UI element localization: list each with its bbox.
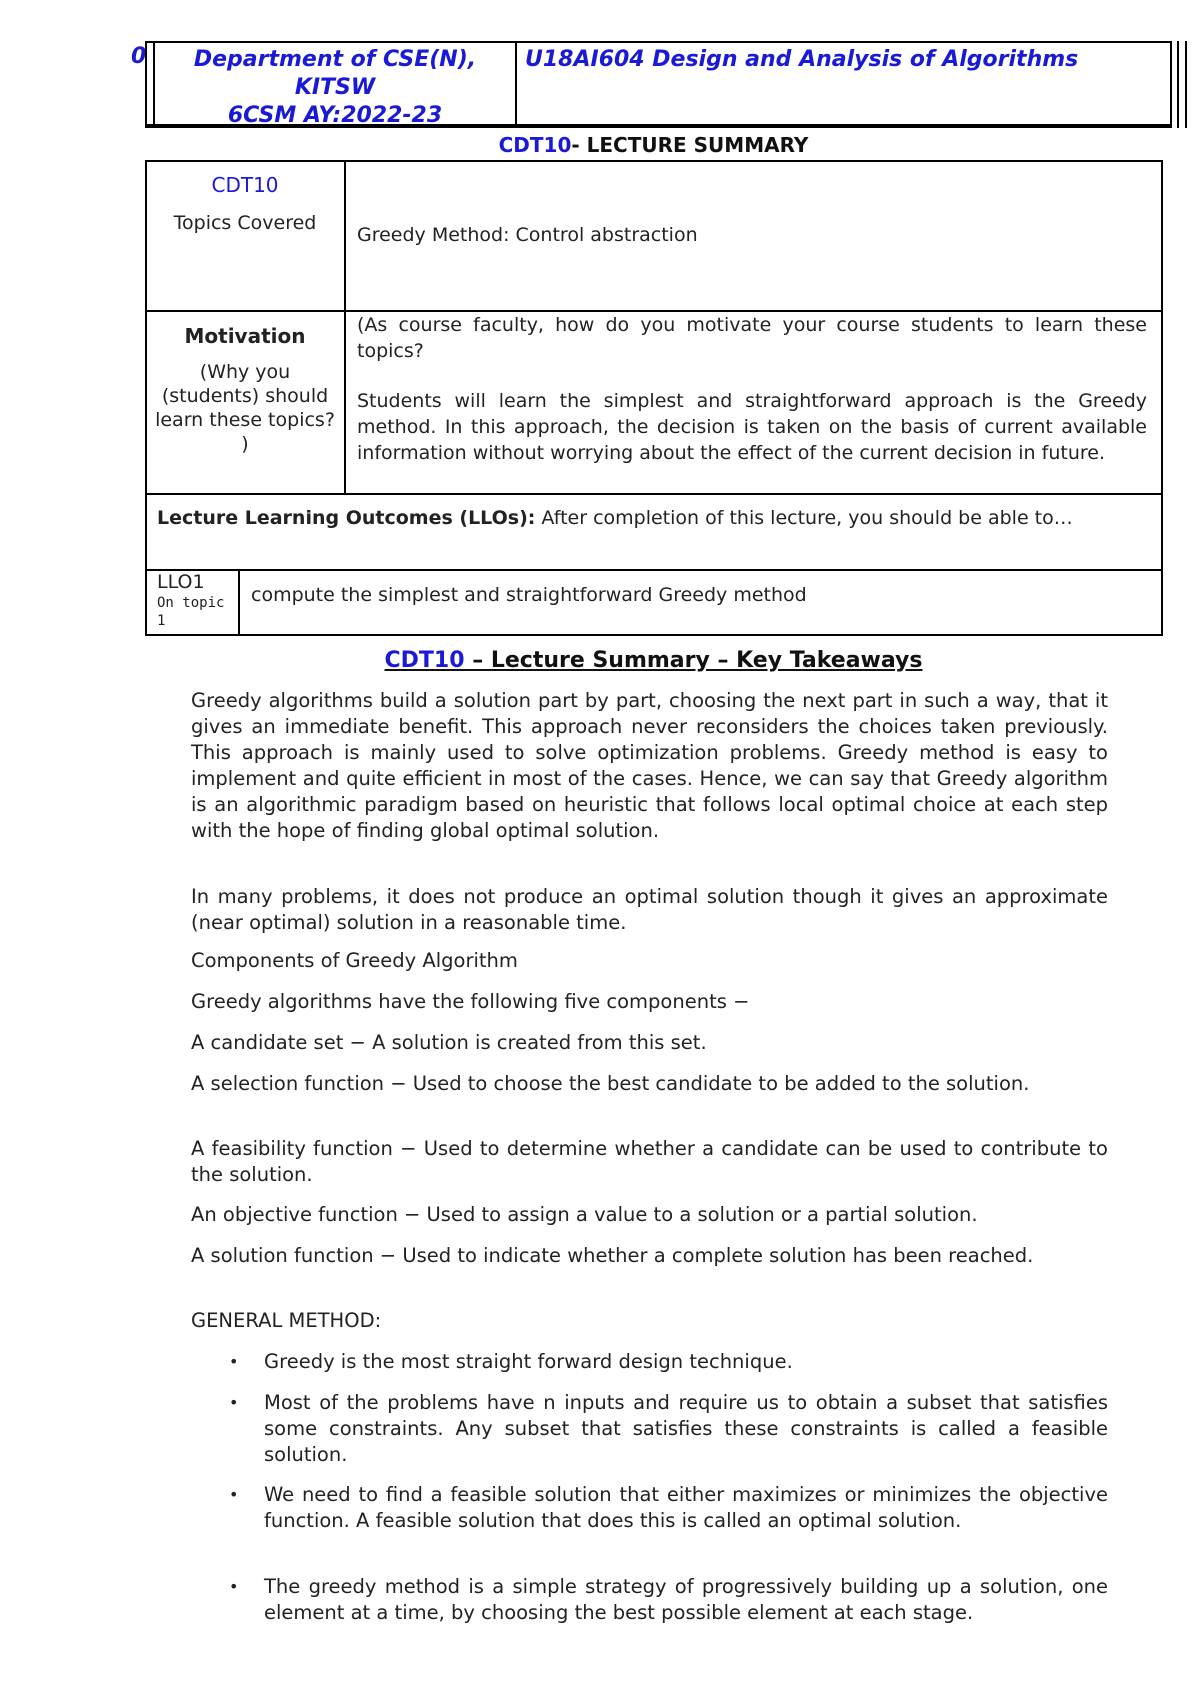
department-label: [160, 46, 510, 130]
header-divider: [515, 41, 517, 128]
key-takeaways-title: [145, 648, 1162, 673]
paragraph: In many problems, it does not produce an optimal solution though it gives an approximate (near optimal) solution in a reasonable time.: [191, 885, 1108, 934]
motivation-label: Motivation: [184, 324, 306, 348]
page-marker: 0: [131, 44, 147, 69]
header-divider: [1177, 41, 1179, 128]
department-line: KITSW: [294, 75, 376, 100]
topics-value: Greedy Method: Control abstraction: [357, 224, 698, 246]
llo1-label: LLO1: [157, 571, 205, 593]
bullet-icon: •: [229, 1393, 239, 1412]
paragraph: Greedy algorithms have the following five components −: [191, 990, 750, 1013]
llo-intro: [157, 505, 1147, 531]
motivation-sub: (Why you (students) should learn these topics? ): [155, 361, 335, 455]
header-divider: [153, 41, 155, 128]
bullet-icon: •: [229, 1352, 239, 1371]
llo1-text: compute the simplest and straightforward Greedy method: [251, 584, 807, 606]
paragraph: An objective function − Used to assign a value to a solution or a partial solution.: [191, 1203, 978, 1226]
table-divider: [238, 569, 240, 635]
table-divider: [344, 160, 346, 495]
bullet-icon: •: [229, 1485, 239, 1504]
topics-code: CDT10: [211, 173, 279, 197]
motivation-question: (As course faculty, how do you motivate your course students to learn these topics?: [357, 314, 1147, 362]
llo-intro-text: After completion of this lecture, you should be able to…: [535, 507, 1073, 529]
table-divider: [145, 569, 1163, 571]
bullet-icon: •: [229, 1577, 239, 1596]
list-item: The greedy method is a simple strategy of progressively building up a solution, one element at a time, by choosing the best possible element at each stage.: [264, 1575, 1108, 1624]
header-divider: [1170, 41, 1172, 128]
header-divider: [1185, 41, 1187, 128]
motivation-answer: Students will learn the simplest and straightforward approach is the Greedy method. In this approach, the decision is taken on the basis of current available information without worrying about the effect of the current decision in future.: [357, 390, 1147, 464]
topics-label: Topics Covered: [173, 212, 317, 234]
list-item: Greedy is the most straight forward design technique.: [264, 1350, 793, 1373]
paragraph: Greedy algorithms build a solution part by part, choosing the next part in such a way, that it gives an immediate benefit. This approach never reconsiders the choices taken previously. This approach is mainly used to solve optimization problems. Greedy method is easy to implement and quite efficient in most of the cases. Hence, we can say that Greedy algorithm is an algorithmic paradigm based on heuristic that follows local optimal choice at each step with the hope of finding global optimal solution.: [191, 689, 1108, 842]
takeaways-code: CDT10: [384, 648, 465, 673]
department-line: 6CSM AY:2022-23: [227, 103, 443, 128]
lecture-summary-title: [145, 133, 1162, 157]
table-divider: [145, 493, 1163, 495]
course-title: U18AI604 Design and Analysis of Algorithms: [525, 47, 1079, 72]
llo-heading: Lecture Learning Outcomes (LLOs):: [157, 507, 536, 529]
paragraph: A candidate set − A solution is created from this set.: [191, 1031, 707, 1054]
takeaways-text: – Lecture Summary – Key Takeaways: [464, 648, 923, 673]
list-item: We need to find a feasible solution that either maximizes or minimizes the objective function. A feasible solution that does this is called an optimal solution.: [264, 1483, 1108, 1532]
department-line: Department of CSE(N),: [193, 47, 477, 72]
paragraph: A solution function − Used to indicate whether a complete solution has been reached.: [191, 1244, 1034, 1267]
llo1-sub: On topic 1: [157, 595, 225, 629]
list-item: Most of the problems have n inputs and require us to obtain a subset that satisfies some constraints. Any subset that satisfies these constraints is called a feasible solution.: [264, 1391, 1108, 1466]
general-method-heading: GENERAL METHOD:: [191, 1309, 382, 1332]
paragraph: Components of Greedy Algorithm: [191, 949, 518, 972]
summary-title-text: - LECTURE SUMMARY: [571, 133, 809, 157]
paragraph: A selection function − Used to choose the best candidate to be added to the solution.: [191, 1072, 1030, 1095]
summary-code: CDT10: [498, 133, 572, 157]
paragraph: A feasibility function − Used to determine whether a candidate can be used to contribute to the solution.: [191, 1137, 1108, 1186]
